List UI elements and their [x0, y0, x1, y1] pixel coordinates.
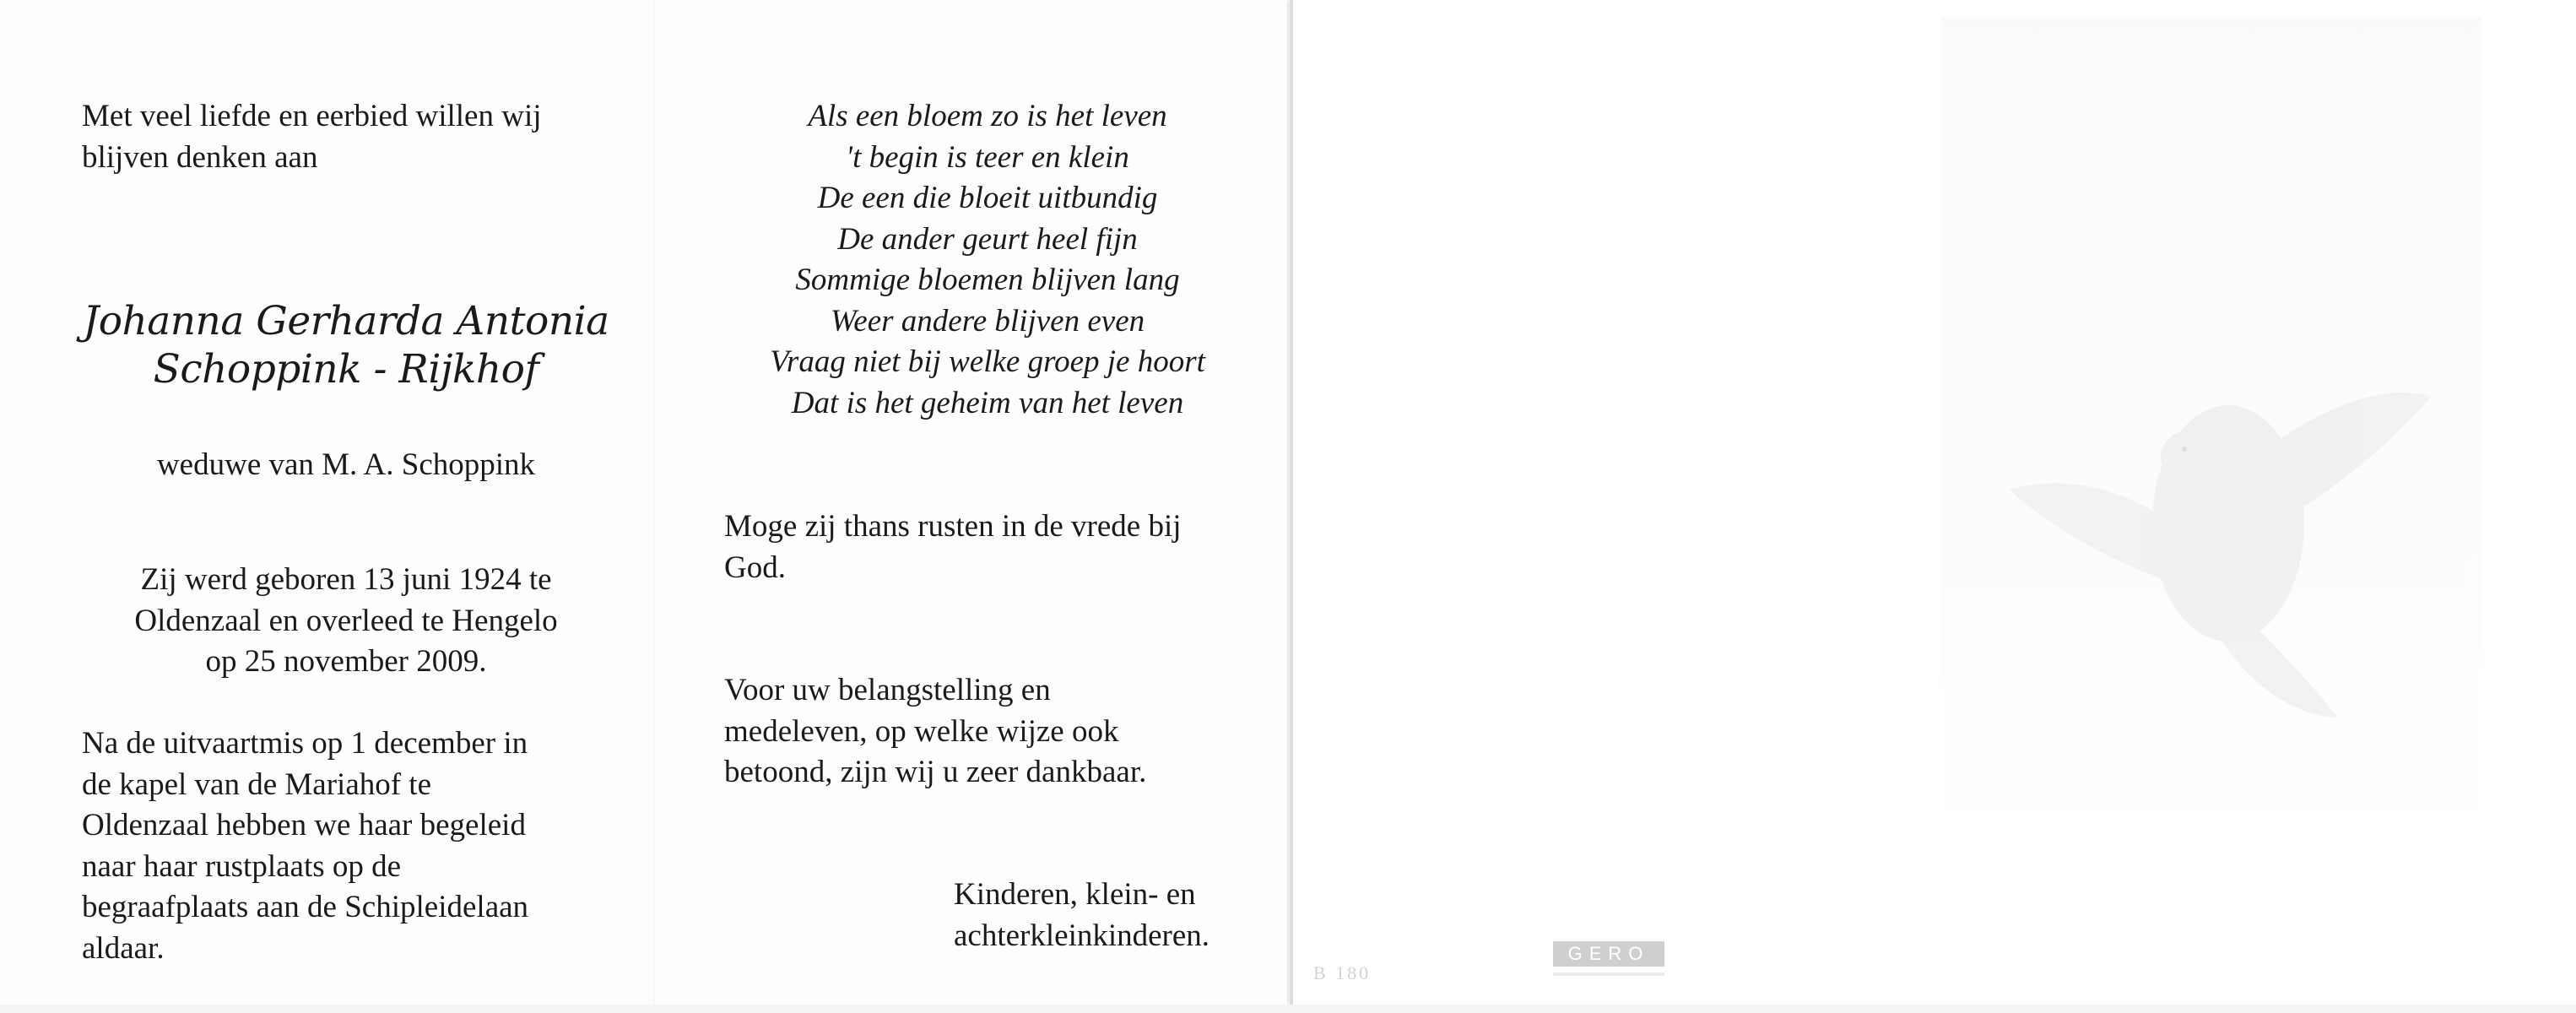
- thanks-text: [724, 670, 1281, 794]
- funeral-line: Na de uitvaartmis op 1 december in: [82, 726, 528, 761]
- funeral-line: aldaar.: [82, 930, 165, 966]
- funeral-line: Oldenzaal hebben we haar begeleid: [82, 808, 526, 842]
- card-code: B 180: [1313, 962, 1372, 983]
- poem-line: Dat is het geheim van het leven: [791, 385, 1184, 420]
- poem-line: Als een bloem zo is het leven: [808, 99, 1167, 133]
- birth-death-line: Zij werd geboren 13 juni 1924 te: [140, 562, 552, 597]
- funeral-line: naar haar rustplaats op de: [82, 848, 402, 884]
- funeral-text: [82, 723, 639, 969]
- intro-line: Met veel liefde en eerbied willen wij: [82, 99, 542, 133]
- prayer-line: Moge zij thans rusten in de vrede bij: [724, 509, 1182, 544]
- name-line: Johanna Gerharda Antonia: [83, 298, 609, 344]
- thanks-line: medeleven, op welke wijze ook: [724, 713, 1119, 749]
- poem-line: 't begin is teer en klein: [846, 139, 1129, 175]
- birth-death-line: Oldenzaal en overleed te Hengelo: [134, 603, 558, 638]
- name-line: Schoppink - Rijkhof: [153, 346, 539, 393]
- widow-text: weduwe van M. A. Schoppink: [156, 447, 536, 482]
- poem-line: De een die bloeit uitbundig: [817, 181, 1158, 215]
- poem-line: De ander geurt heel fijn: [837, 221, 1138, 257]
- dove-icon: [1941, 17, 2481, 861]
- deceased-name: [51, 297, 641, 393]
- intro-line: blijven denken aan: [82, 139, 318, 175]
- gero-logo: GERO: [1553, 941, 1664, 967]
- prayer-text: [724, 506, 1281, 588]
- signature-line: Kinderen, klein- en: [954, 877, 1196, 912]
- prayer-line: God.: [724, 550, 786, 585]
- thanks-line: Voor uw belangstelling en: [724, 673, 1051, 707]
- signature-line: achterkleinkinderen.: [954, 918, 1210, 953]
- birth-death-text: [51, 560, 641, 683]
- signature-text: [954, 875, 1283, 956]
- poem-line: Sommige bloemen blijven lang: [795, 263, 1180, 297]
- fold-line: [653, 0, 655, 1005]
- card-inner-spread: [0, 0, 1287, 1005]
- thanks-line: betoond, zijn wij u zeer dankbaar.: [724, 755, 1147, 789]
- birth-death-line: op 25 november 2009.: [205, 644, 487, 679]
- intro-text: [82, 96, 622, 178]
- poem-line: Vraag niet bij welke groep je hoort: [770, 344, 1205, 379]
- funeral-line: begraafplaats aan de Schipleidelaan: [82, 890, 529, 924]
- gero-logo-subline: [1553, 972, 1664, 976]
- poem: [692, 96, 1283, 424]
- scan-edge: [0, 1005, 2576, 1013]
- poem-line: Weer andere blijven even: [830, 303, 1145, 339]
- funeral-line: de kapel van de Mariahof te: [82, 767, 432, 802]
- dove-illustration: [1941, 17, 2481, 861]
